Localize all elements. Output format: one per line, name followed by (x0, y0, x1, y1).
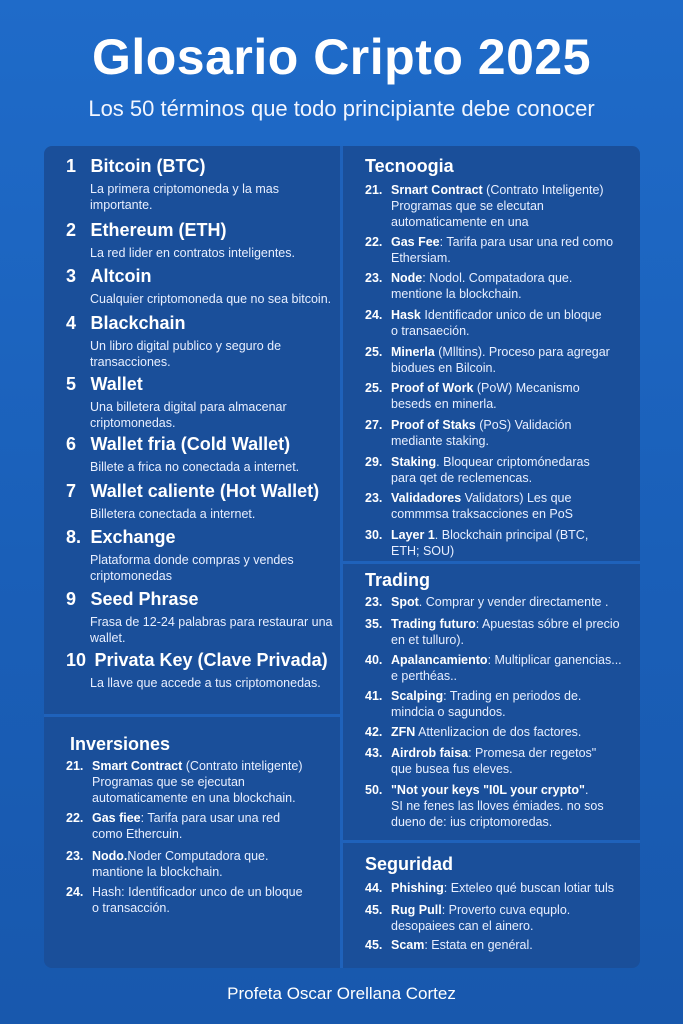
item-desc-cont: ETH; SOU) (391, 544, 455, 558)
term-name: Wallet caliente (Hot Wallet) (90, 481, 320, 501)
term-number: 5 (66, 374, 77, 394)
item-desc: : Estata en genéral. (424, 938, 533, 952)
inversiones-item (66, 810, 336, 842)
trading-item (365, 745, 637, 777)
item-number: 29. (365, 455, 383, 469)
term-number: 3 (66, 266, 77, 286)
tecnologia-item (365, 527, 637, 559)
item-number: 25. (365, 345, 383, 359)
item-number: 21. (365, 183, 383, 197)
item-desc: : Tarifa para usar una red como (439, 235, 614, 249)
item-number: 22. (365, 235, 383, 249)
section-title-inversiones: Inversiones (70, 734, 171, 754)
term-description: Billete a frica no conectada a internet. (90, 460, 300, 474)
item-term: Phishing (391, 881, 444, 895)
section-title-tecnologia: Tecnoogia (365, 156, 454, 176)
seguridad-item (365, 880, 637, 896)
item-number: 30. (365, 528, 383, 542)
page-title: Glosario Cripto 2025 (91, 29, 592, 85)
item-number: 35. (365, 617, 383, 631)
trading-item (365, 594, 637, 610)
trading-item (365, 782, 637, 830)
item-desc: . Bloquear criptomónedaras (436, 455, 590, 469)
term-2 (66, 220, 336, 261)
term-name: Exchange (90, 527, 176, 547)
item-term: Smart Contract (92, 759, 183, 773)
item-term: Hask (391, 308, 421, 322)
trading-item (365, 652, 637, 684)
item-term: Node (391, 271, 423, 285)
item-term: Apalancamiento (391, 653, 488, 667)
tecnologia-item (365, 182, 637, 230)
item-number: 41. (365, 689, 383, 703)
item-desc: . (585, 783, 589, 797)
tecnologia-item (365, 234, 637, 266)
item-desc-cont: o transaeción. (391, 324, 470, 338)
item-desc-cont: como Ethercuin. (92, 827, 183, 841)
term-description: La red lider en contratos inteligentes. (90, 246, 295, 260)
item-desc: Validators) Les que (461, 491, 572, 505)
inversiones-item (66, 758, 336, 806)
term-number: 10 (66, 650, 87, 670)
term-3 (66, 266, 336, 307)
item-number: 45. (365, 938, 383, 952)
trading-item (365, 688, 637, 720)
tecnologia-item (365, 270, 637, 302)
item-number: 22. (66, 811, 84, 825)
item-desc: (Contrato Inteligente) (482, 183, 604, 197)
term-number: 9 (66, 589, 77, 609)
item-desc-cont: mediante staking. (391, 434, 489, 448)
item-desc-cont: para qet de reclemencas. (391, 471, 533, 485)
item-number: 27. (365, 418, 383, 432)
tecnologia-item (365, 344, 637, 376)
item-desc-cont: mindcia o sagundos. (391, 705, 506, 719)
term-5 (66, 374, 336, 431)
item-number: 24. (66, 885, 84, 899)
item-term: ZFN (391, 725, 416, 739)
left-column (44, 146, 340, 968)
term-description: Frasa de 12-24 palabras para restaurar una wallet. (90, 615, 333, 645)
item-term: Rug Pull (391, 903, 442, 917)
item-desc-cont: commmsa traksacciones en PoS (391, 507, 574, 521)
item-desc-cont: en et tulluro). (391, 633, 464, 647)
item-term: Trading futuro (391, 617, 476, 631)
page-subtitle: Los 50 términos que todo principiante debe conocer (88, 96, 595, 121)
item-number: 50. (365, 783, 383, 797)
item-desc-cont: e perthéas.. (391, 669, 458, 683)
tecnologia-item (365, 417, 637, 449)
tecnologia-item (365, 307, 637, 339)
term-4 (66, 313, 336, 370)
item-desc-cont: Programas que se elecutan automaticamente en una (391, 199, 544, 229)
item-term: Gas Fee (391, 235, 440, 249)
item-desc-cont: Ethersiam. (391, 251, 451, 265)
item-number: 43. (365, 746, 383, 760)
item-desc: : Exteleo qué buscan lotiar tuls (443, 881, 615, 895)
author-credit: Profeta Oscar Orellana Cortez (227, 984, 456, 1003)
item-desc-cont: SI ne fenes las lloves émiades. no sos dueno de: ius criptomoredas. (391, 799, 604, 829)
item-desc: : Apuestas sóbre el precio (475, 617, 620, 631)
item-number: 42. (365, 725, 383, 739)
term-number: 1 (66, 156, 77, 176)
item-desc: : Proverto cuva equplo. (441, 903, 571, 917)
item-number: 45. (365, 903, 383, 917)
item-desc-cont: o transacción. (92, 901, 170, 915)
item-term: Proof of Work (391, 381, 474, 395)
item-number: 44. (365, 881, 383, 895)
term-10 (66, 650, 336, 691)
term-9 (66, 589, 336, 646)
item-number: 23. (365, 595, 383, 609)
item-desc: Noder Computadora que. (127, 849, 269, 863)
term-name: Bitcoin (BTC) (90, 156, 206, 176)
item-desc: : Promesa der regetos" (468, 746, 597, 760)
term-description: Plataforma donde compras y vendes criptomonedas (90, 553, 294, 583)
seguridad-item (365, 902, 637, 934)
item-desc: : Nodol. Compatadora que. (422, 271, 573, 285)
trading-item (365, 616, 637, 648)
term-number: 2 (66, 220, 77, 240)
item-desc: Attenlizacion de dos factores. (415, 725, 582, 739)
term-name: Altcoin (90, 266, 152, 286)
item-term: Gas fiee (92, 811, 141, 825)
term-name: Seed Phrase (90, 589, 199, 609)
section-title-seguridad: Seguridad (365, 854, 454, 874)
item-term: "Not your keys "I0L your crypto" (391, 783, 585, 797)
term-description: Cualquier criptomoneda que no sea bitcoin. (90, 292, 332, 306)
item-desc: . Comprar y vender directamente . (418, 595, 609, 609)
item-desc-cont: mantione la blockchain. (92, 865, 223, 879)
item-term: Nodo. (92, 849, 128, 863)
item-desc: . Blockchain principal (BTC, (434, 528, 589, 542)
item-number: 21. (66, 759, 84, 773)
term-number: 6 (66, 434, 77, 454)
item-term: Minerla (391, 345, 435, 359)
item-number: 25. (365, 381, 383, 395)
term-number: 4 (66, 313, 77, 333)
item-term: Layer 1 (391, 528, 435, 542)
term-number: 8. (66, 527, 82, 547)
item-desc-cont: biodues en Bilcoin. (391, 361, 496, 375)
term-name: Wallet fria (Cold Wallet) (90, 434, 291, 454)
term-name: Blackchain (90, 313, 186, 333)
item-desc-cont: desopaiees can el ainero. (391, 919, 534, 933)
item-desc-cont: beseds en minerla. (391, 397, 497, 411)
term-description: La primera criptomoneda y la mas importante. (90, 182, 279, 212)
seguridad-item (365, 937, 637, 953)
item-desc: (Contrato inteligente) (182, 759, 303, 773)
item-desc: : Multiplicar ganencias... (487, 653, 622, 667)
tecnologia-item (365, 490, 637, 522)
term-name: Wallet (90, 374, 143, 394)
item-desc: (Mlltins). Proceso para agregar (434, 345, 610, 359)
item-term: Srnart Contract (391, 183, 483, 197)
item-desc-cont: Programas que se ejecutan automaticamente en una blockchain. (92, 775, 296, 805)
term-6 (66, 434, 336, 475)
inversiones-item (66, 884, 340, 916)
item-desc-cont: que busea fus eleves. (391, 762, 513, 776)
item-term: Airdrob faisa (391, 746, 469, 760)
item-desc: Identificador unico de un bloque (420, 308, 602, 322)
item-term: Validadores (391, 491, 462, 505)
item-term: Staking (391, 455, 437, 469)
tecnologia-item (365, 380, 637, 412)
section-title-trading: Trading (365, 570, 431, 590)
term-description: Un libro digital publico y seguro de transacciones. (90, 339, 282, 369)
item-desc: (PoW) Mecanismo (473, 381, 580, 395)
inversiones-item (66, 848, 336, 880)
item-desc: (PoS) Validación (475, 418, 572, 432)
item-term: Proof of Staks (391, 418, 476, 432)
term-name: Privata Key (Clave Privada) (94, 650, 328, 670)
item-number: 24. (365, 308, 383, 322)
term-7 (66, 481, 336, 522)
item-number: 23. (365, 491, 383, 505)
item-desc: : Trading en periodos de. (443, 689, 582, 703)
item-desc: : Tarifa para usar una red (140, 811, 281, 825)
term-8 (66, 527, 336, 584)
term-description: Billetera conectada a internet. (90, 507, 256, 521)
item-term: Spot (391, 595, 419, 609)
right-column (343, 146, 640, 968)
tecnologia-item (365, 454, 637, 486)
term-description: La llave que accede a tus criptomonedas. (90, 676, 321, 690)
item-desc: Hash: Identificador unco de un bloque (92, 885, 303, 899)
item-desc-cont: mentione la blockchain. (391, 287, 522, 301)
term-number: 7 (66, 481, 77, 501)
item-number: 23. (365, 271, 383, 285)
item-term: Scalping (391, 689, 444, 703)
term-name: Ethereum (ETH) (90, 220, 227, 240)
term-1 (66, 156, 336, 213)
trading-item (365, 724, 637, 740)
item-number: 40. (365, 653, 383, 667)
item-number: 23. (66, 849, 84, 863)
term-description: Una billetera digital para almacenar criptomonedas. (90, 400, 287, 430)
item-term: Scam (391, 938, 425, 952)
